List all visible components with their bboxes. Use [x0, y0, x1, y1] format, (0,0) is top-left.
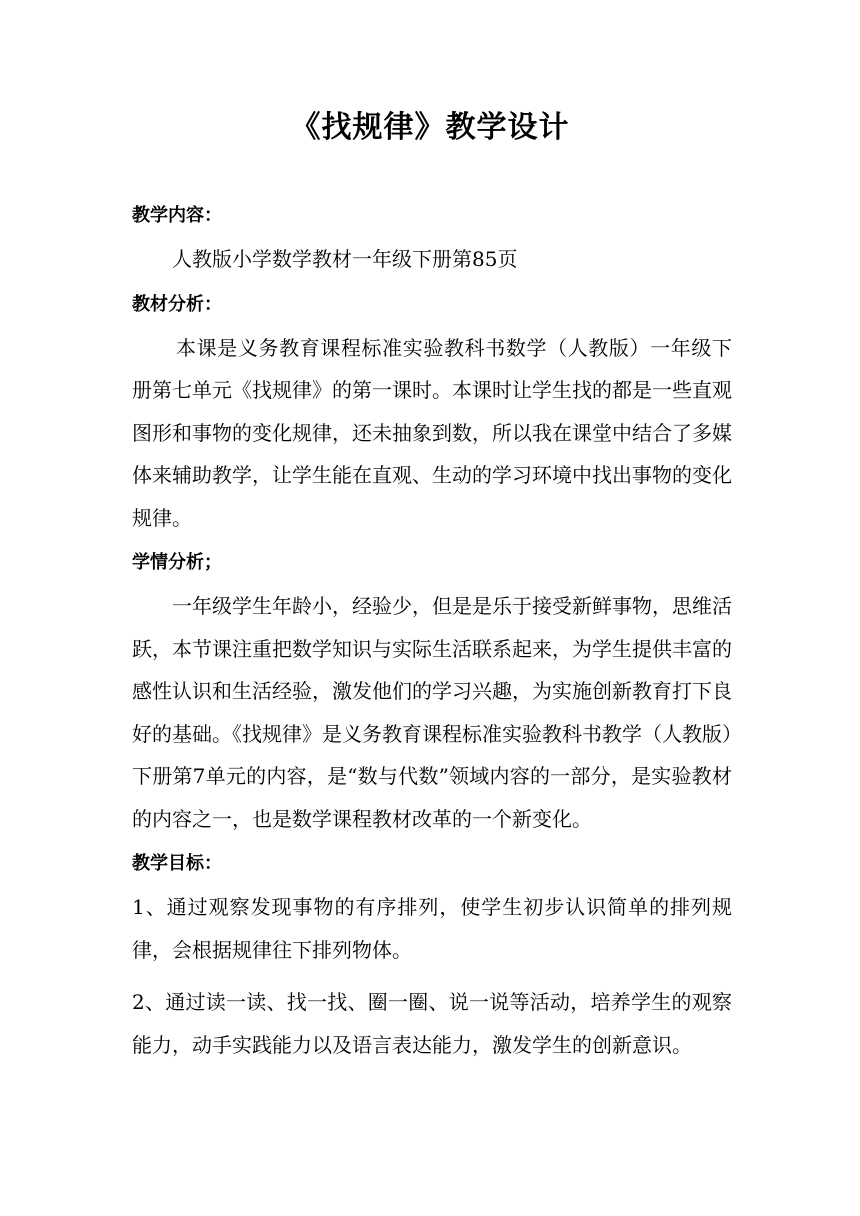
section-heading: 教学内容： — [132, 205, 222, 226]
section-textbook-analysis — [132, 285, 732, 540]
goal-item: 2、通过读一读、找一找、圈一圈、说一说等活动，培养学生的观察能力，动手实践能力以及语言表达能力，激发学生的创新意识。 — [132, 990, 732, 1057]
section-paragraph: 本课是义务教育课程标准实验教科书数学（人教版）一年级下册第七单元《找规律》的第一课时。本课时让学生找的都是一些直观图形和事物的变化规律，还未抽象到数，所以我在课堂中结合了多媒体来辅助教学，让学生能在直观、生动的学习环境中找出事物的变化规律。 — [132, 335, 732, 530]
section-heading: 学情分析； — [132, 552, 222, 573]
section-teaching-goals — [132, 844, 732, 1066]
section-heading: 教材分析： — [132, 293, 222, 315]
section-heading: 教学目标： — [132, 853, 222, 874]
section-paragraph: 一年级学生年龄小，经验少，但是是乐于接受新鲜事物，思维活跃，本节课注重把数学知识与实际生活联系起来，为学生提供丰富的感性认识和生活经验，激发他们的学习兴趣，为实施创新教育打下良好的基础。《找规律》是义务教育课程标准实验教科书教学（人教版）下册第7单元的内容，是“数与代数”领域内容的一部分，是实验教材的内容之一，也是数学课程教材改革的一个新变化。 — [132, 594, 732, 831]
document-body — [132, 196, 732, 1070]
document-title: 《找规律》教学设计 — [290, 110, 570, 145]
section-paragraph: 人教版小学数学教材一年级下册第85页 — [172, 247, 518, 271]
section-student-analysis — [132, 543, 732, 840]
goal-item: 1、通过观察发现事物的有序排列，使学生初步认识简单的排列规律，会根据规律往下排列物体。 — [132, 895, 732, 962]
section-teaching-content — [132, 196, 732, 281]
